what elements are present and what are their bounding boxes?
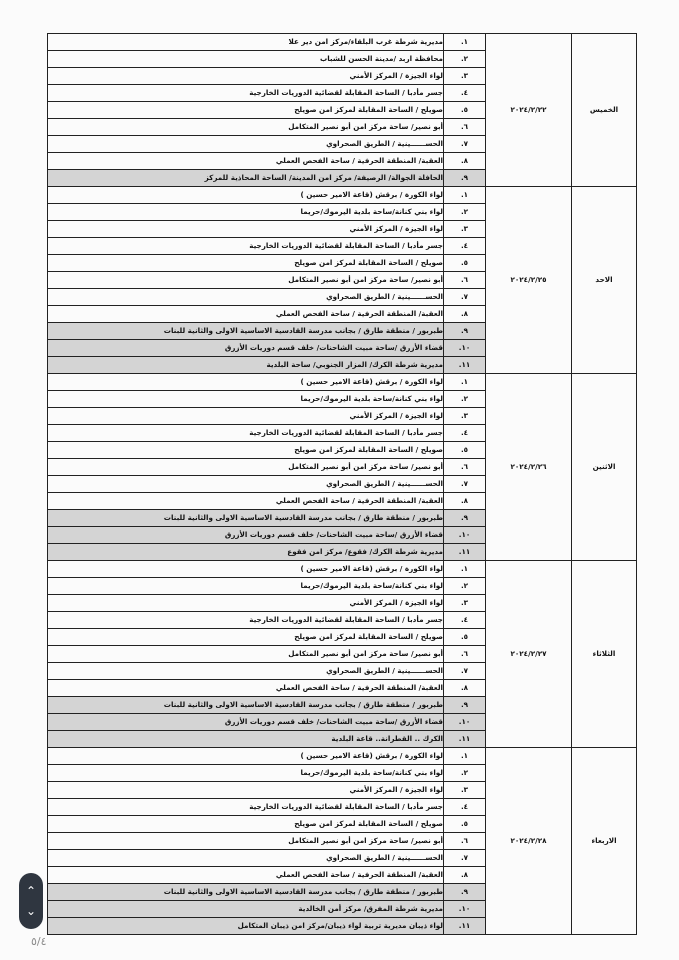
row-number: ٨. bbox=[444, 153, 486, 170]
location-cell: أبو نصير/ ساحة مركز امن أبو نصير المتكامل bbox=[48, 646, 444, 663]
location-cell: طبربور / منطقة طارق / بجانب مدرسة القادسية الاساسية الاولى والثانية للبنات bbox=[48, 697, 444, 714]
row-number: ١٠. bbox=[444, 340, 486, 357]
row-number: ١. bbox=[444, 374, 486, 391]
scroll-nav[interactable] bbox=[19, 873, 43, 929]
row-number: ٩. bbox=[444, 884, 486, 901]
row-number: ١. bbox=[444, 561, 486, 578]
schedule-table bbox=[47, 33, 637, 935]
location-cell: جسر مأدبا / الساحة المقابلة لقضائية الدوريات الخارجية bbox=[48, 85, 444, 102]
row-number: ٦. bbox=[444, 459, 486, 476]
day-cell: الاثنين bbox=[572, 374, 637, 561]
date-cell: ٢٠٢٤/٢/٢٢ bbox=[486, 34, 572, 187]
location-cell: قضاء الأزرق /ساحة مبيت الشاحنات/ خلف قسم دوريات الأزرق bbox=[48, 527, 444, 544]
row-number: ١. bbox=[444, 187, 486, 204]
location-cell: مديرية شرطة المفرق/ مركز أمن الخالدية bbox=[48, 901, 444, 918]
row-number: ٩. bbox=[444, 510, 486, 527]
row-number: ٨. bbox=[444, 306, 486, 323]
location-cell: صويلح / الساحة المقابلة لمركز امن صويلح bbox=[48, 442, 444, 459]
row-number: ١٠. bbox=[444, 527, 486, 544]
location-cell: العقبة/ المنطقة الحرفية / ساحة الفحص العملي bbox=[48, 493, 444, 510]
row-number: ٤. bbox=[444, 85, 486, 102]
row-number: ٨. bbox=[444, 493, 486, 510]
row-number: ١١. bbox=[444, 357, 486, 374]
location-cell: العقبة/ المنطقة الحرفية / ساحة الفحص العملي bbox=[48, 680, 444, 697]
row-number: ٨. bbox=[444, 680, 486, 697]
location-cell: مديرية شرطة الكرك/ فقوع/ مركز امن فقوع bbox=[48, 544, 444, 561]
location-cell: طبربور / منطقة طارق / بجانب مدرسة القادسية الاساسية الاولى والثانية للبنات bbox=[48, 884, 444, 901]
location-cell: لواء الكورة / برقش (قاعة الامير حسين ) bbox=[48, 748, 444, 765]
location-cell: الحســــــينية / الطريق الصحراوي bbox=[48, 289, 444, 306]
row-number: ٥. bbox=[444, 629, 486, 646]
location-cell: لواء ذيبان مديرية تربية لواء ذيبان/مركز امن ذيبان المتكامل bbox=[48, 918, 444, 935]
location-cell: أبو نصير/ ساحة مركز امن أبو نصير المتكامل bbox=[48, 272, 444, 289]
row-number: ٩. bbox=[444, 170, 486, 187]
location-cell: لواء بني كنانة/ساحة بلدية اليرموك/حريما bbox=[48, 204, 444, 221]
row-number: ٦. bbox=[444, 272, 486, 289]
row-number: ٢. bbox=[444, 51, 486, 68]
table-row bbox=[48, 187, 637, 204]
row-number: ٣. bbox=[444, 221, 486, 238]
row-number: ٥. bbox=[444, 442, 486, 459]
row-number: ٦. bbox=[444, 119, 486, 136]
date-cell: ٢٠٢٤/٢/٢٨ bbox=[486, 748, 572, 935]
location-cell: الحســــــينية / الطريق الصحراوي bbox=[48, 476, 444, 493]
location-cell: جسر مأدبا / الساحة المقابلة لقضائية الدوريات الخارجية bbox=[48, 799, 444, 816]
location-cell: صويلح / الساحة المقابلة لمركز امن صويلح bbox=[48, 255, 444, 272]
location-cell: محافظة اربد /مدينة الحسن للشباب bbox=[48, 51, 444, 68]
row-number: ٤. bbox=[444, 425, 486, 442]
location-cell: طبربور / منطقة طارق / بجانب مدرسة القادسية الاساسية الاولى والثانية للبنات bbox=[48, 323, 444, 340]
location-cell: الحســــــينية / الطريق الصحراوي bbox=[48, 663, 444, 680]
row-number: ٦. bbox=[444, 646, 486, 663]
row-number: ٦. bbox=[444, 833, 486, 850]
location-cell: لواء الكورة / برقش (قاعة الامير حسين ) bbox=[48, 187, 444, 204]
row-number: ١١. bbox=[444, 731, 486, 748]
location-cell: أبو نصير/ ساحة مركز امن أبو نصير المتكامل bbox=[48, 833, 444, 850]
location-cell: لواء الجيزة / المركز الأمني bbox=[48, 782, 444, 799]
row-number: ١. bbox=[444, 748, 486, 765]
row-number: ٧. bbox=[444, 663, 486, 680]
date-cell: ٢٠٢٤/٢/٢٥ bbox=[486, 187, 572, 374]
location-cell: صويلح / الساحة المقابلة لمركز امن صويلح bbox=[48, 629, 444, 646]
location-cell: جسر مأدبا / الساحة المقابلة لقضائية الدوريات الخارجية bbox=[48, 425, 444, 442]
table-row bbox=[48, 748, 637, 765]
row-number: ٨. bbox=[444, 867, 486, 884]
row-number: ١١. bbox=[444, 544, 486, 561]
location-cell: الكرك .. القطرانة.. قاعة البلدية bbox=[48, 731, 444, 748]
page-indicator: ٥/٤ bbox=[31, 935, 47, 948]
row-number: ٢. bbox=[444, 765, 486, 782]
location-cell: لواء الكورة / برقش (قاعة الامير حسين ) bbox=[48, 374, 444, 391]
row-number: ٣. bbox=[444, 408, 486, 425]
location-cell: لواء الجيزة / المركز الأمني bbox=[48, 68, 444, 85]
row-number: ٧. bbox=[444, 289, 486, 306]
row-number: ٥. bbox=[444, 102, 486, 119]
location-cell: لواء الجيزة / المركز الأمني bbox=[48, 595, 444, 612]
location-cell: جسر مأدبا / الساحة المقابلة لقضائية الدوريات الخارجية bbox=[48, 612, 444, 629]
row-number: ٣. bbox=[444, 782, 486, 799]
row-number: ٤. bbox=[444, 612, 486, 629]
location-cell: جسر مأدبا / الساحة المقابلة لقضائية الدوريات الخارجية bbox=[48, 238, 444, 255]
location-cell: لواء بني كنانة/ساحة بلدية اليرموك/حريما bbox=[48, 578, 444, 595]
location-cell: العقبة/ المنطقة الحرفية / ساحة الفحص العملي bbox=[48, 306, 444, 323]
day-cell: الاربعاء bbox=[572, 748, 637, 935]
date-cell: ٢٠٢٤/٢/٢٧ bbox=[486, 561, 572, 748]
location-cell: العقبة/ المنطقة الحرفية / ساحة الفحص العملي bbox=[48, 153, 444, 170]
day-cell: الاحد bbox=[572, 187, 637, 374]
location-cell: صويلح / الساحة المقابلة لمركز امن صويلح bbox=[48, 816, 444, 833]
location-cell: قضاء الأزرق /ساحة مبيت الشاحنات/ خلف قسم دوريات الأزرق bbox=[48, 340, 444, 357]
schedule-body bbox=[48, 34, 637, 935]
location-cell: أبو نصير/ ساحة مركز امن أبو نصير المتكامل bbox=[48, 459, 444, 476]
location-cell: أبو نصير/ ساحة مركز امن أبو نصير المتكامل bbox=[48, 119, 444, 136]
table-row bbox=[48, 561, 637, 578]
row-number: ٧. bbox=[444, 850, 486, 867]
row-number: ١٠. bbox=[444, 901, 486, 918]
location-cell: طبربور / منطقة طارق / بجانب مدرسة القادسية الاساسية الاولى والثانية للبنات bbox=[48, 510, 444, 527]
row-number: ٧. bbox=[444, 476, 486, 493]
row-number: ٢. bbox=[444, 578, 486, 595]
location-cell: الحســــــينية / الطريق الصحراوي bbox=[48, 136, 444, 153]
row-number: ١. bbox=[444, 34, 486, 51]
table-row bbox=[48, 374, 637, 391]
location-cell: مديرية شرطة غرب البلقاء/مركز امن دير علا bbox=[48, 34, 444, 51]
location-cell: لواء الكورة / برقش (قاعة الامير حسين ) bbox=[48, 561, 444, 578]
location-cell: لواء الجيزة / المركز الأمني bbox=[48, 221, 444, 238]
table-row bbox=[48, 34, 637, 51]
row-number: ٤. bbox=[444, 238, 486, 255]
row-number: ٣. bbox=[444, 68, 486, 85]
row-number: ٩. bbox=[444, 697, 486, 714]
date-cell: ٢٠٢٤/٢/٢٦ bbox=[486, 374, 572, 561]
location-cell: قضاء الأزرق /ساحة مبيت الشاحنات/ خلف قسم دوريات الأزرق bbox=[48, 714, 444, 731]
chevron-down-icon[interactable]: ⌄ bbox=[25, 904, 37, 918]
row-number: ٩. bbox=[444, 323, 486, 340]
location-cell: لواء بني كنانة/ساحة بلدية اليرموك/حريما bbox=[48, 765, 444, 782]
row-number: ٥. bbox=[444, 816, 486, 833]
chevron-up-icon[interactable]: ⌃ bbox=[25, 884, 37, 898]
location-cell: الحافلة الجوالة/ الرصيفة/ مركز امن المدينة/ الساحة المحاذية للمركز bbox=[48, 170, 444, 187]
location-cell: لواء بني كنانة/ساحة بلدية اليرموك/حريما bbox=[48, 391, 444, 408]
row-number: ٧. bbox=[444, 136, 486, 153]
location-cell: لواء الجيزة / المركز الأمني bbox=[48, 408, 444, 425]
location-cell: مديرية شرطة الكرك/ المزار الجنوبي/ ساحة البلدية bbox=[48, 357, 444, 374]
row-number: ٤. bbox=[444, 799, 486, 816]
row-number: ٢. bbox=[444, 204, 486, 221]
row-number: ١١. bbox=[444, 918, 486, 935]
day-cell: الخميس bbox=[572, 34, 637, 187]
location-cell: الحســــــينية / الطريق الصحراوي bbox=[48, 850, 444, 867]
day-cell: الثلاثاء bbox=[572, 561, 637, 748]
row-number: ٣. bbox=[444, 595, 486, 612]
row-number: ١٠. bbox=[444, 714, 486, 731]
location-cell: العقبة/ المنطقة الحرفية / ساحة الفحص العملي bbox=[48, 867, 444, 884]
row-number: ٢. bbox=[444, 391, 486, 408]
location-cell: صويلح / الساحة المقابلة لمركز امن صويلح bbox=[48, 102, 444, 119]
row-number: ٥. bbox=[444, 255, 486, 272]
